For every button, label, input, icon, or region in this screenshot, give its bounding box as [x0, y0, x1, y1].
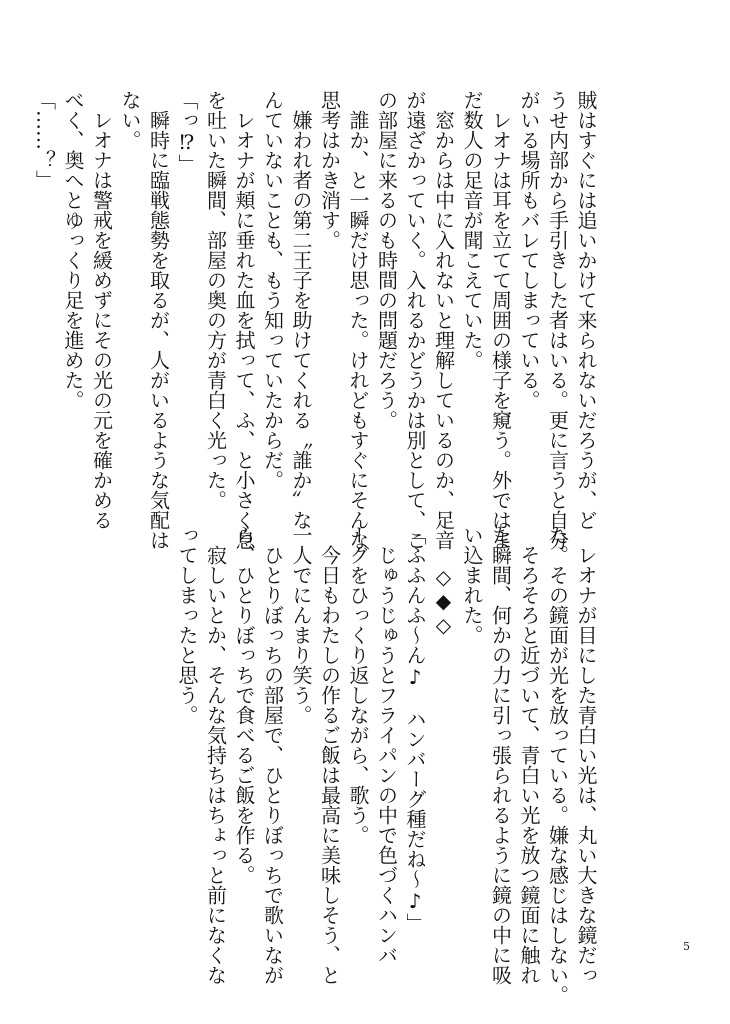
- text-line: うせ内部から手引きした者はいる。更に言うと自分: [545, 90, 570, 550]
- text-line: ってしまったと思う。: [175, 525, 199, 725]
- text-line: 嫌われ者の第二王子を助けてくれる〝誰か〟な: [289, 90, 313, 530]
- text-line: じゅうじゅうとフライパンの中で色づくハンバ: [374, 525, 399, 965]
- text-line: ら、ひとりぼっちで食べるご飯を作る。: [232, 525, 256, 885]
- text-line: 寂しいとか、そんな気持ちはちょっと前になくな: [203, 525, 228, 985]
- text-line: た瞬間、何かの力に引っ張られるように鏡の中に吸: [488, 525, 513, 985]
- text-line: んていないことも、もう知っていたからだ。: [260, 90, 285, 490]
- text-line: 「っ⁉」: [175, 90, 199, 174]
- text-line: 一人でにんまり笑う。: [289, 525, 313, 725]
- text-line: そろそろと近づいて、青白い光を放つ鏡面に触れ: [517, 525, 541, 985]
- text-line: レオナは耳を立てて周囲の様子を窺う。外ではま: [488, 90, 513, 550]
- page-number: 5: [683, 940, 690, 953]
- text-line: 瞬時に臨戦態勢を取るが、人がいるような気配は: [146, 90, 171, 550]
- text-line: を吐いた瞬間、部屋の奥の方が青白く光った。: [203, 90, 228, 510]
- text-line: ーグをひっくり返しながら、歌う。: [346, 525, 370, 845]
- text-line: ひとりぼっちの部屋で、ひとりぼっちで歌いなが: [260, 525, 285, 985]
- text-line: 思考はかき消す。: [317, 90, 342, 250]
- upper-text-block: [30, 90, 600, 550]
- text-line: 窓からは中に入れないと理解しているのか、足音: [431, 90, 456, 550]
- text-line: い込まれた。: [460, 525, 484, 645]
- text-line: の部屋に来るのも時間の問題だろう。: [374, 90, 399, 430]
- text-line: 「ふふんふ～ん♪ ハンバーグ種だね～♪」: [403, 525, 427, 933]
- scene-separator: ◇◆◇: [431, 565, 456, 637]
- text-line: 「……？」: [32, 90, 57, 190]
- text-line: 今日もわたしの作るご飯は最高に美味しそう、と: [317, 525, 342, 985]
- text-line: だ数人の足音が聞こえていた。: [460, 90, 484, 370]
- text-line: レオナが頬に垂れた血を拭って、ふ、と小さく息: [232, 90, 256, 550]
- text-line: が遠ざかっていく。入れるかどうかは別として、こ: [403, 90, 427, 550]
- lower-text-block: [173, 525, 601, 1005]
- text-line: レオナは警戒を緩めずにその光の元を確かめる: [89, 90, 114, 530]
- text-line: た。その鏡面が光を放っている。嫌な感じはしない。: [545, 525, 570, 1005]
- text-line: 賊はすぐには追いかけて来られないだろうが、ど: [574, 90, 598, 530]
- text-line: がいる場所もバレてしまっている。: [517, 90, 541, 410]
- text-line: レオナが目にした青白い光は、丸い大きな鏡だっ: [574, 525, 598, 985]
- text-line: 誰か、と一瞬だけ思った。けれどもすぐにそんな: [346, 90, 370, 550]
- text-line: ない。: [118, 90, 142, 150]
- text-line: べく、奥へとゆっくり足を進めた。: [61, 90, 85, 410]
